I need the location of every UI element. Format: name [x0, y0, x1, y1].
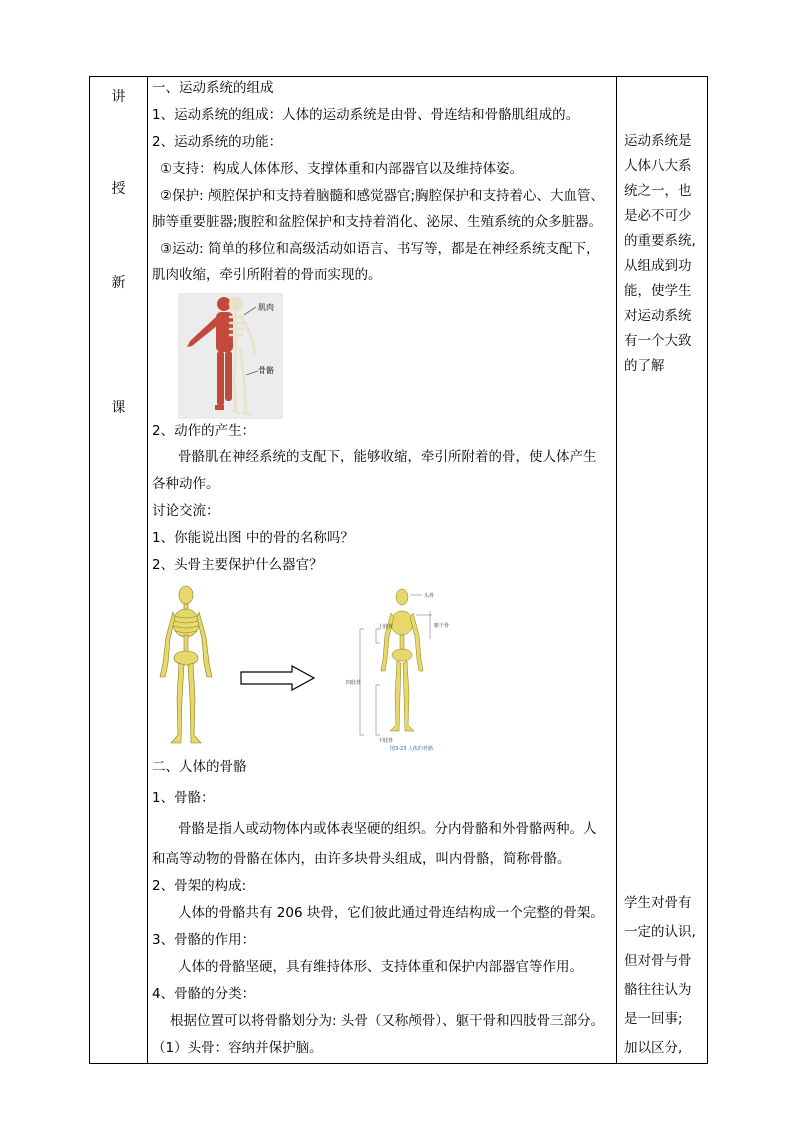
note-line: 加以区分, [624, 1040, 683, 1056]
note-line: 是一回事; [624, 1011, 683, 1027]
notes-column [617, 77, 708, 1063]
text-line: ②保护: 颅腔保护和支持着脑髓和感觉器官;胸腔保护和支持着心、大血管、 [160, 188, 604, 204]
head-bone-label: 头骨 [424, 593, 435, 599]
text-line: 2、骨架的构成: [152, 878, 247, 894]
labeled-skeleton-figure [330, 585, 470, 755]
text-line: 骨骼是指人或动物体内或体表坚硬的组织。分内骨骼和外骨骼两种。人 [178, 821, 597, 837]
text-line: 3、骨骼的作用： [152, 932, 256, 948]
lower-limb-label: 下肢骨 [378, 738, 394, 744]
text-line: 1、你能说出图 中的骨的名称吗？ [152, 530, 354, 546]
text-line: ①支持：构成人体体形、支撑体重和内部器官以及维持体姿。 [160, 161, 524, 177]
note-line: 运动系统是 [624, 133, 692, 149]
text-line: 2、头骨主要保护什么器官？ [152, 557, 323, 573]
note-line: 是必不可少 [624, 208, 692, 224]
trunk-bone-label: 躯干骨 [434, 623, 450, 629]
arrow-icon [240, 665, 316, 691]
note-line: 的重要系统, [624, 233, 696, 249]
note-line: 骼往往认为 [624, 982, 692, 998]
text-line: 2、运动系统的功能： [152, 134, 283, 150]
text-line: 根据位置可以将骨骼划分为: 头骨（又称颅骨）、躯干骨和四肢骨三部分。 [170, 1013, 605, 1029]
text-line: ③运动: 简单的移位和高级活动如语言、书写等，都是在神经系统支配下， [160, 241, 600, 257]
bone-label: 骨骼 [258, 366, 274, 375]
heading: 二、人体的骨骼 [152, 759, 247, 775]
text-line: 2、动作的产生： [152, 423, 256, 439]
text-line: 和高等动物的骨骼在体内，由许多块骨头组成，叫内骨骼，简称骨骼。 [152, 851, 571, 867]
text-line: 肌肉收缩，牵引所附着的骨而实现的。 [152, 267, 382, 283]
note-line: 能，使学生 [624, 283, 692, 299]
note-line: 人体八大系 [624, 158, 692, 174]
note-line: 的了解 [624, 358, 665, 374]
text-line: 讨论交流： [152, 503, 220, 519]
teaching-note [624, 889, 708, 1063]
muscle-label: 肌肉 [258, 303, 274, 312]
note-line: 统之一，也 [624, 183, 692, 199]
text-line: 1、运动系统的组成：人体的运动系统是由骨、骨连结和骨骼肌组成的。 [152, 107, 580, 123]
lesson-table [89, 76, 708, 1064]
note-line: 有一个大致 [624, 333, 692, 349]
section-char: 新 [111, 275, 126, 291]
muscle-skeleton-figure [178, 293, 283, 419]
text-line: 人体的骨骼共有 206 块骨，它们彼此通过骨连结构成一个完整的骨架。 [178, 905, 604, 921]
section-char: 讲 [111, 89, 126, 105]
note-line: 从组成到功 [624, 258, 692, 274]
limb-bone-label: 四肢骨 [346, 680, 362, 686]
heading: 一、运动系统的组成 [152, 80, 274, 96]
upper-limb-label: 上肢骨 [378, 624, 394, 630]
text-line: 人体的骨骼坚硬，具有维持体形、支持体重和保护内部器官等作用。 [178, 959, 583, 975]
note-line: 对运动系统 [624, 308, 692, 324]
text-line: 4、骨骼的分类： [152, 986, 256, 1002]
content-column [148, 77, 614, 1063]
skeleton-figure [156, 585, 216, 748]
section-char: 课 [111, 400, 126, 416]
teaching-note [624, 129, 708, 379]
note-line: 一定的认识, [624, 924, 696, 940]
text-line: 1、骨骼： [152, 790, 215, 806]
section-label-column [90, 77, 147, 1063]
text-line: （1）头骨：容纳并保护脑。 [152, 1040, 323, 1056]
figure-caption: 图3-23 人体的骨骼 [390, 746, 433, 752]
note-line: 但对骨与骨 [624, 953, 692, 969]
text-line: 肺等重要脏器;腹腔和盆腔保护和支持着消化、泌尿、生殖系统的众多脏器。 [152, 214, 603, 230]
text-line: 各种动作。 [152, 476, 220, 492]
note-line: 学生对骨有 [624, 895, 692, 911]
text-line: 骨骼肌在神经系统的支配下，能够收缩，牵引所附着的骨，使人体产生 [178, 449, 597, 465]
section-char: 授 [111, 181, 126, 197]
